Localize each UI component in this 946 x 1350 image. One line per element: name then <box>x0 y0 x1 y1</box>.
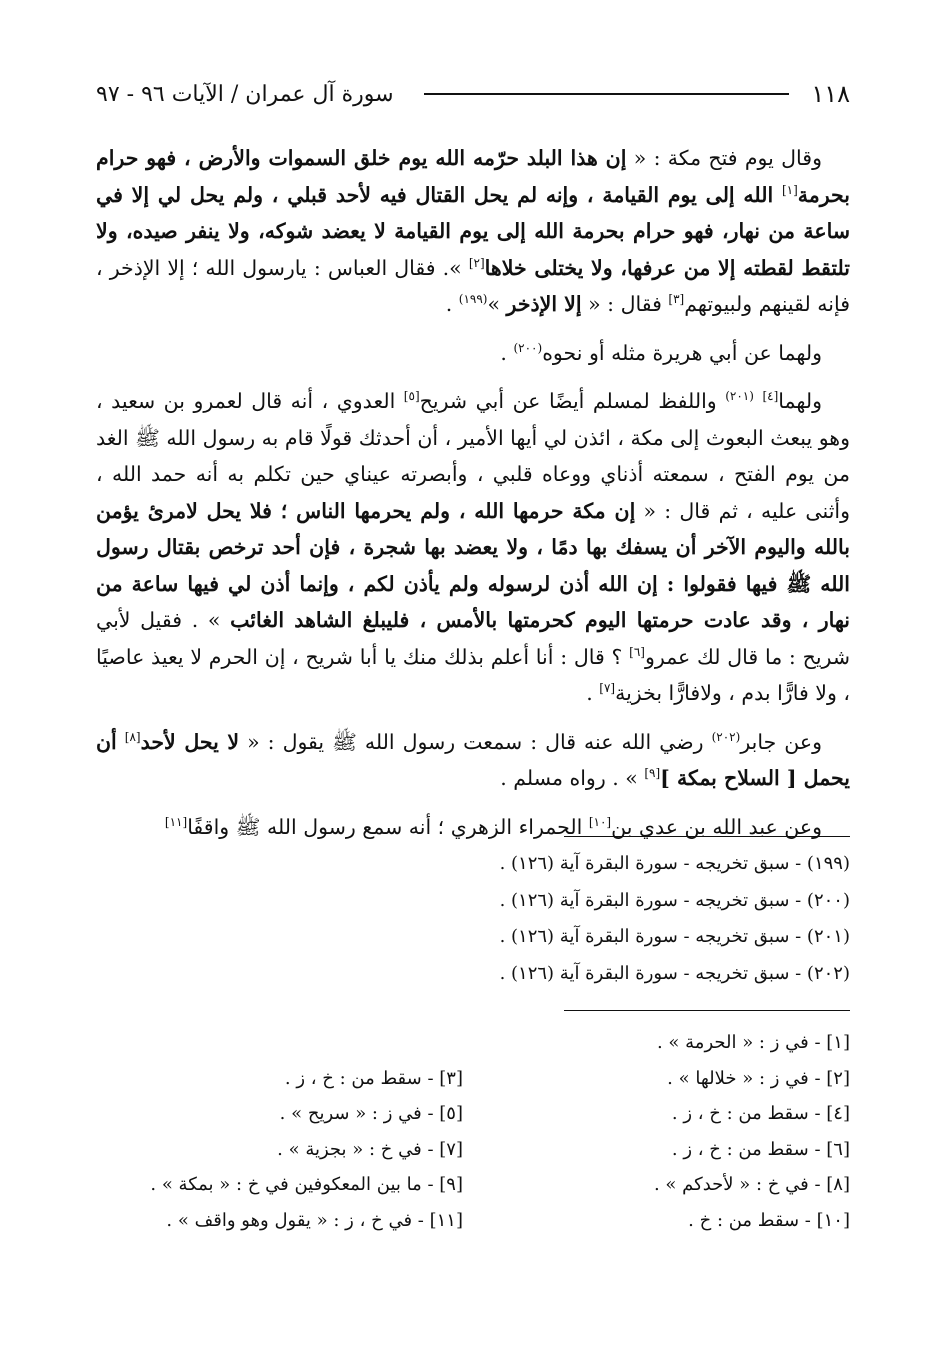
text-segment: . <box>500 340 514 365</box>
text-segment: » . رواه مسلم . <box>500 766 645 790</box>
hadith-quote: الله إلى يوم القيامة ، وإنه لم يحل القتال فيه لأحد قبلي ، ولم يحل لي إلا في ساعة من نهار، فهو حرام بحرمة الله إلى يوم القيامة لا يعضد شوكه، ولا ينفر صيده، ولا تلتقط لقطته إلا من عرفها، ولا يختلى خلاها <box>96 182 850 280</box>
text-segment: وعن عبد الله بن عدي بن <box>611 814 822 839</box>
reference-item: (٢٠٠) - سبق تخريجه - سورة البقرة آية (١٢٦) . <box>499 889 850 911</box>
text-segment: ». فقال العباس : يارسول الله ؛ إلا الإذخر ، فإنه لقينهم ولبيوتهم <box>96 255 850 316</box>
footnote-marker: [١١] <box>164 814 188 829</box>
note-item: [٧] - في خ : « بجزية » . <box>277 1138 463 1160</box>
hadith-quote: أن يحمل [ السلاح بمكة ] <box>96 729 850 790</box>
page-number: ١١٨ <box>811 80 850 108</box>
hadith-quote: لا يحل لأحد <box>140 729 240 754</box>
text-segment: الحمراء الزهري ؛ أنه سمع رسول الله ﷺ واقفًا <box>187 814 589 839</box>
reference-item: (١٩٩) - سبق تخريجه - سورة البقرة آية (١٢٦) . <box>499 853 850 874</box>
note-item: [٩] - ما بين المعكوفين في خ : « بمكة » . <box>150 1174 463 1195</box>
text-segment: . <box>586 681 600 705</box>
note-item: [٣] - سقط من : خ ، ز . <box>284 1067 463 1089</box>
footnote-marker: [١٠] <box>588 814 612 829</box>
paragraph <box>96 724 850 797</box>
footnote-marker: [٦] <box>629 644 645 659</box>
footnote-marker: (٢٠٠) <box>513 340 543 355</box>
page-header <box>96 74 850 114</box>
paragraph <box>96 383 850 712</box>
footnote-marker: (٢٠١) <box>725 389 754 404</box>
manuscript-notes <box>96 1025 850 1238</box>
paragraph <box>96 335 850 372</box>
text-segment: وقال يوم فتح مكة : « <box>626 146 822 170</box>
references-list <box>430 846 850 992</box>
text-segment: ولهما عن أبي هريرة مثله أو نحوه <box>542 340 822 365</box>
text-segment: ؟ قال : أنا أعلم بذلك منك يا أبا شريح ، إن الحرم لا يعيذ عاصيًا ، ولا فارًّا بدم ، ولافارًّا بخزية <box>96 644 850 705</box>
note-item: [١٠] - سقط من : خ . <box>688 1209 850 1231</box>
text-segment: رضي الله عنه قال : سمعت رسول الله ﷺ يقول : « <box>239 729 712 754</box>
hadith-quote: إن مكة حرمها الله ، ولم يحرمها الناس ؛ فلا يحل لامرئ يؤمن بالله واليوم الآخر أن يسفك بها دمًا ، ولا يعضد بها شجرة ، فإن أحد ترخص بقتال رسول الله ﷺ فيها فقولوا : إن الله أذن لرسوله ولم يأذن لكم ، وإنما أذن لي فيها ساعة من نهار ، وقد عادت حرمتها اليوم كحرمتها بالأمس ، فليبلغ الشاهد الغائب <box>96 498 850 632</box>
text-segment: وعن جابر <box>740 729 822 754</box>
note-item: [١] - في ز : « الحرمة » . <box>656 1032 850 1053</box>
running-title: سورة آل عمران / الآيات ٩٦ - ٩٧ <box>96 81 394 107</box>
hadith-quote: إن هذا البلد حرّمه الله يوم خلق السموات والأرض ، فهو حرام بحرمة <box>96 146 850 207</box>
text-segment: العدوي ، أنه قال لعمرو بن سعيد ، وهو يبعث البعوث إلى مكة ، ائذن لي أيها الأمير ، أن أحدثك قولًا قام به رسول الله ﷺ الغد من يوم الفتح ، سمعته أذناي ووعاه قلبي ، وأبصرته عيناي حين تكلم به أنه حمد الله ، وأثنى عليه ، ثم قال : « <box>95 389 850 523</box>
notes-separator <box>564 1010 850 1011</box>
footnote-marker: [٢] <box>468 255 485 270</box>
footnote-marker: [٨] <box>124 729 141 744</box>
references-separator <box>564 836 850 837</box>
paragraph <box>96 809 850 846</box>
reference-item: (٢٠٢) - سبق تخريجه - سورة البقرة آية (١٢٦) . <box>499 962 850 984</box>
text-segment: » <box>487 292 507 316</box>
footnote-marker: (٢٠٢) <box>711 729 741 744</box>
text-segment <box>117 730 125 754</box>
note-item: [١١] - في خ ، ز : « يقول وهو واقف » . <box>166 1209 463 1231</box>
hadith-quote: إلا الإذخر <box>506 292 582 316</box>
paragraph <box>96 140 850 323</box>
text-segment: » . فقيل لأبي شريح : ما قال لك عمرو <box>96 608 851 669</box>
footnote-marker: [٧] <box>599 681 616 696</box>
reference-item: (٢٠١) - سبق تخريجه - سورة البقرة آية (١٢٦) . <box>499 926 850 947</box>
note-item: [٥] - في ز : « سريح » . <box>279 1103 463 1124</box>
note-item: [٢] - في ز : « خلالها » . <box>667 1067 850 1089</box>
footnote-marker: [١] <box>781 182 798 197</box>
footnote-marker: [٣] <box>668 292 685 307</box>
footnote-marker: [٩] <box>644 766 661 781</box>
header-rule <box>424 93 790 95</box>
footnote-marker: (١٩٩) <box>458 292 488 307</box>
footnote-marker: [٥] <box>403 389 420 404</box>
note-item: [٨] - في خ : « لأحدكم » . <box>653 1174 850 1195</box>
text-segment: . <box>445 292 459 316</box>
text-segment: فقال : « <box>581 292 669 316</box>
note-item: [٦] - سقط من : خ ، ز . <box>671 1138 850 1160</box>
note-item: [٤] - سقط من : خ ، ز . <box>671 1103 850 1124</box>
main-text <box>96 140 850 857</box>
footnote-marker: [٤] <box>762 389 779 404</box>
text-segment: ولهما <box>778 389 822 413</box>
note-item <box>96 1025 463 1061</box>
text-segment: واللفظ لمسلم أيضًا عن أبي شريح <box>419 389 726 413</box>
